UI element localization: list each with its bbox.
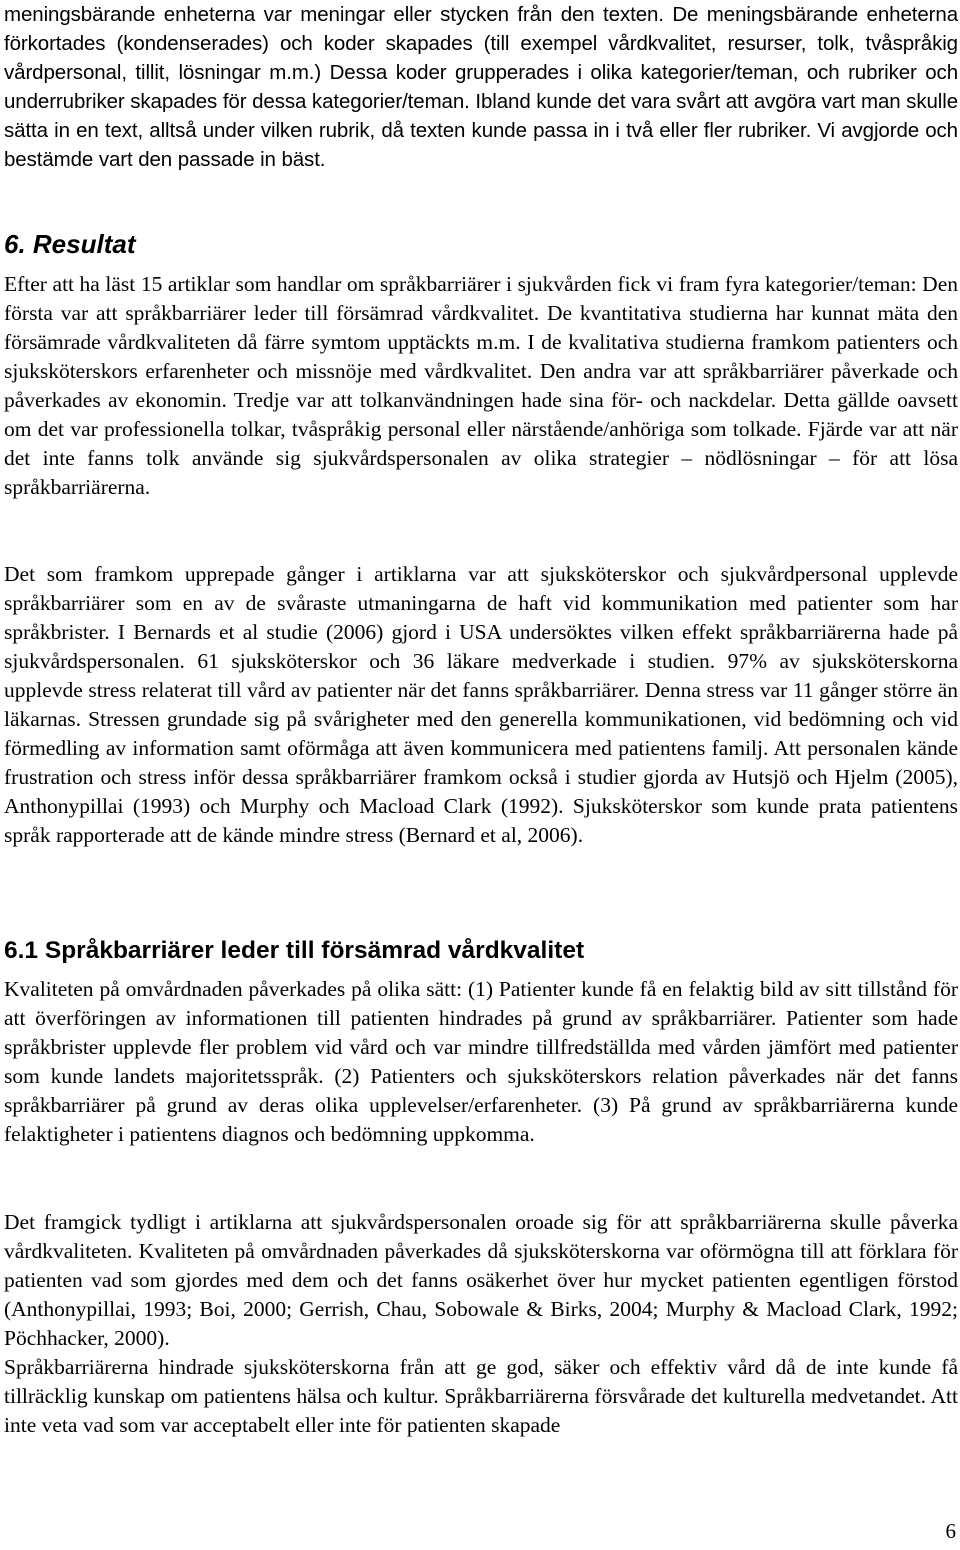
intro-paragraph: meningsbärande enheterna var meningar eller stycken från den texten. De meningsbärande enheterna förkortades (kondenserades) och koder skapades (till exempel vårdkvalitet, resurser, tolk, tvåspråkig vårdpersonal, tillit, lösningar m.m.) Dessa koder grupperades i olika kategorier/teman, och rubriker och underrubriker skapades för dessa kategorier/teman. Ibland kunde det vara svårt att avgöra vart man skulle sätta in en text, alltså under vilken rubrik, då texten kunde passa in i två eller fler rubriker. Vi avgjorde och bestämde vart den passade in bäst. (4, 3, 958, 171)
subsection-paragraph-2: Det framgick tydligt i artiklarna att sjukvårdspersonalen oroade sig för att språkbarriärerna skulle påverka vårdkvaliteten. Kvaliteten på omvårdnaden påverkades då sjuksköterskorna var oförmögna till att förklara för patienten vad som gjordes med dem och det fanns osäkerhet över hur mycket patienten egentligen förstod (Anthonypillai, 1993; Boi, 2000; Gerrish, Chau, Sobowale & Birks, 2004; Murphy & Macload Clark, 1992; Pöchhacker, 2000). (4, 1210, 958, 1350)
subsection-paragraph-1: Kvaliteten på omvårdnaden påverkades på olika sätt: (1) Patienter kunde få en felaktig bild av sitt tillstånd för att överföringen av informationen till patienten hindrades på grund av språkbarriärer. Patienter som hade språkbrister upplevde fler problem vid vård och var mindre tillfredställda med vården jämfört med patienter som kunde landets majoritetsspråk. (2) Patienters och sjuksköterskors relation påverkades när det fanns språkbarriärer på grund av deras olika upplevelser/erfarenheter. (3) På grund av språkbarriärerna kunde felaktigheter i patientens diagnos och bedömning uppkomma. (4, 977, 958, 1146)
subsection-heading: 6.1 Språkbarriärer leder till försämrad vårdkvalitet (4, 937, 585, 964)
subsection-paragraph-3: Språkbarriärerna hindrade sjuksköterskorna från att ge god, säker och effektiv vård då de inte kunde få tillräcklig kunskap om patientens hälsa och kultur. Språkbarriärerna försvårade det kulturella medvetandet. Att inte veta vad som var acceptabelt eller inte för patienten skapade (4, 1355, 958, 1437)
results-paragraph-1: Efter att ha läst 15 artiklar som handlar om språkbarriärer i sjukvården fick vi fram fyra kategorier/teman: Den första var att språkbarriärer leder till försämrad vårdkvalitet. De kvantitativa studierna har kunnat mäta den försämrade vårdkvaliteten då färre symtom upptäckts m.m. I de kvalitativa studierna framkom patienters och sjuksköterskors erfarenheter och missnöje med vårdkvalitet. Den andra var att språkbarriärer påverkade och påverkades av ekonomin. Tredje var att tolkanvändningen hade sina för- och nackdelar. Detta gällde oavsett om det var professionella tolkar, tvåspråkig personal eller närstående/anhöriga som tolkade. Fjärde var att när det inte fanns tolk använde sig sjukvårdspersonalen av olika strategier – nödlösningar – för att lösa språkbarriärerna. (4, 272, 958, 499)
page-number: 6 (945, 1519, 956, 1543)
section-heading-resultat: 6. Resultat (4, 229, 136, 259)
results-paragraph-2: Det som framkom upprepade gånger i artiklarna var att sjuksköterskor och sjukvårdpersonal upplevde språkbarriärer som en av de svåraste utmaningarna de haft vid kommunikation med patienter som har språkbrister. I Bernards et al studie (2006) gjord i USA undersöktes vilken effekt språkbarriärerna hade på sjukvårdspersonalen. 61 sjuksköterskor och 36 läkare medverkade i studien. 97% av sjuksköterskorna upplevde stress relaterat till vård av patienter när det fanns språkbarriärer. Denna stress var 11 gånger större än läkarnas. Stressen grundade sig på svårigheter med den generella kommunikationen, vid bedömning och vid förmedling av information samt oförmåga att även kommunicera med patientens familj. Att personalen kände frustration och stress inför dessa språkbarriärer framkom också i studier gjorda av Hutsjö och Hjelm (2005), Anthonypillai (1993) och Murphy och Macload Clark (1992). Sjuksköterskor som kunde prata patientens språk rapporterade att de kände mindre stress (Bernard et al, 2006). (4, 562, 958, 847)
